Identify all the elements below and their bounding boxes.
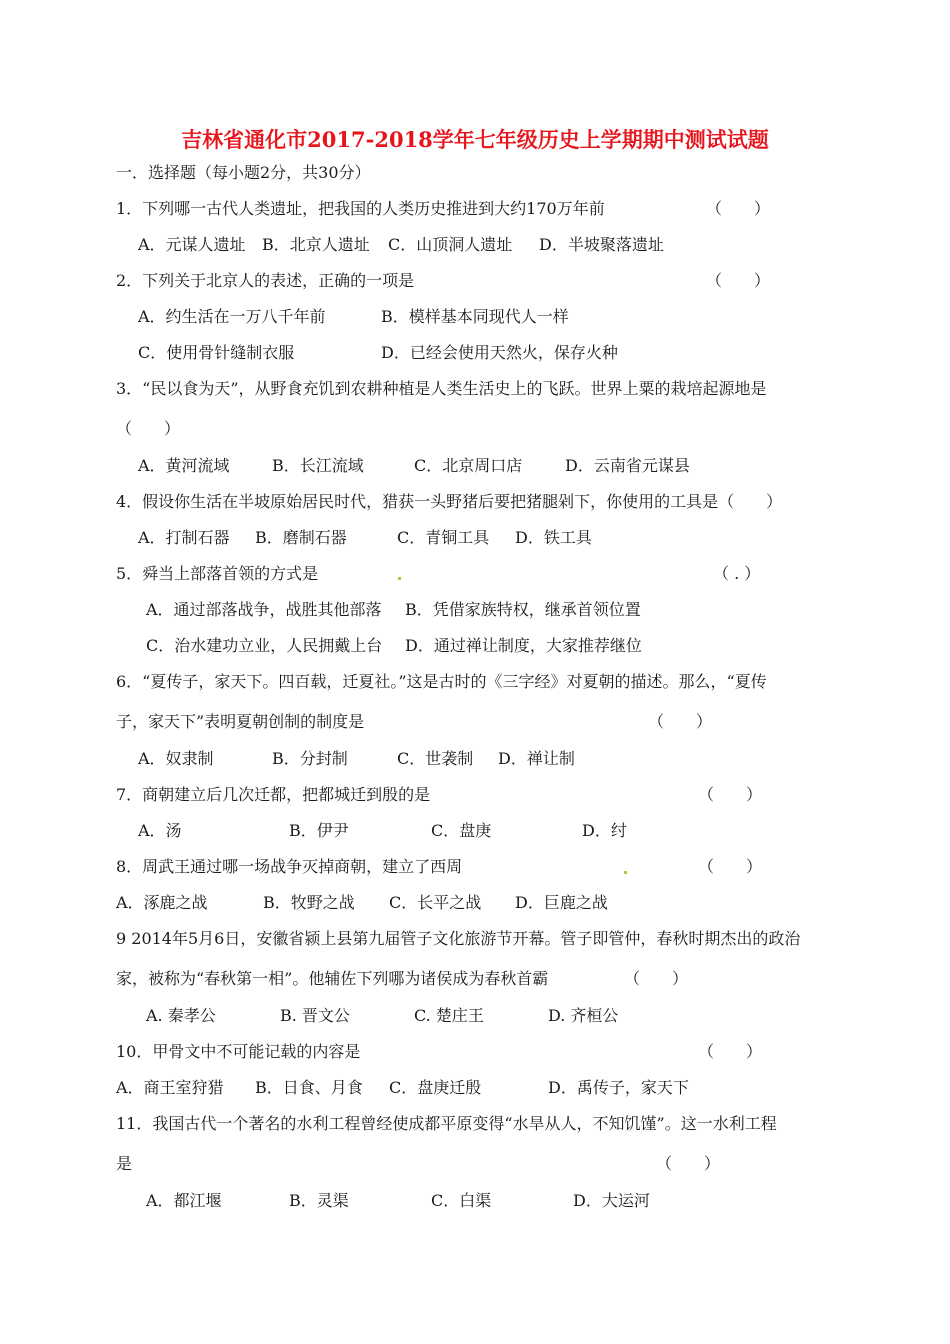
question-10-option-a: A．商王室狩猎 <box>116 1078 224 1097</box>
question-5-option-b: B．凭借家族特权，继承首领位置 <box>405 600 641 619</box>
question-4-option-b: B．磨制石器 <box>255 528 347 547</box>
question-11-option-d: D．大运河 <box>573 1191 650 1210</box>
question-11-option-b: B．灵渠 <box>289 1191 349 1210</box>
question-8-option-a: A．涿鹿之战 <box>116 893 208 912</box>
question-10-answer-paren: （ ） <box>698 1042 763 1061</box>
question-1-option-a: A．元谋人遗址 <box>138 235 246 254</box>
question-10-option-d: D．禹传子，家天下 <box>548 1078 689 1097</box>
question-1-option-b: B．北京人遗址 <box>262 235 370 254</box>
question-6-option-d: D．禅让制 <box>498 749 575 768</box>
question-11-stem-line-2: 是 <box>116 1154 133 1173</box>
question-7-stem: 7．商朝建立后几次迁都，把都城迁到殷的是 <box>116 785 431 804</box>
question-3-option-d: D．云南省元谋县 <box>565 456 690 475</box>
question-2-option-d: D．已经会使用天然火，保存火种 <box>381 343 618 362</box>
question-5-option-d: D．通过禅让制度，大家推荐继位 <box>405 636 642 655</box>
question-4-option-a: A．打制石器 <box>138 528 230 547</box>
question-5-answer-paren: （ . ） <box>713 564 761 583</box>
question-2-option-b: B．模样基本同现代人一样 <box>381 307 569 326</box>
question-11-stem-line-1: 11．我国古代一个著名的水利工程曾经使成都平原变得“水旱从人，不知饥馑”。这一水利工程 <box>116 1114 777 1133</box>
question-8-option-d: D．巨鹿之战 <box>515 893 608 912</box>
question-7-option-a: A．汤 <box>138 821 182 840</box>
question-11-answer-paren: （ ） <box>656 1154 721 1173</box>
question-6-option-a: A．奴隶制 <box>138 749 214 768</box>
question-8-answer-paren: （ ） <box>698 857 763 876</box>
question-6-stem-line-1: 6．“夏传子，家天下。四百载，迁夏社。”这是古时的《三字经》对夏朝的描述。那么，“夏传 <box>116 672 767 691</box>
question-2-option-a: A．约生活在一万八千年前 <box>138 307 326 326</box>
question-2-option-c: C．使用骨针缝制衣服 <box>138 343 295 362</box>
question-10-option-c: C．盘庚迁殷 <box>389 1078 482 1097</box>
question-3-option-a: A．黄河流域 <box>138 456 230 475</box>
question-8-stem: 8．周武王通过哪一场战争灭掉商朝，建立了西周 <box>116 857 463 876</box>
question-3-answer-paren: （ ） <box>116 419 181 438</box>
section-heading: 一．选择题（每小题2分，共30分） <box>116 163 371 182</box>
question-9-option-c: C. 楚庄王 <box>414 1006 484 1025</box>
stray-mark <box>624 871 627 874</box>
question-1-stem: 1．下列哪一古代人类遗址，把我国的人类历史推进到大约170万年前 <box>116 199 605 218</box>
question-5-stem: 5．舜当上部落首领的方式是 <box>116 564 319 583</box>
question-7-option-b: B．伊尹 <box>289 821 349 840</box>
question-5-option-c: C．治水建功立业，人民拥戴上台 <box>146 636 383 655</box>
question-10-stem: 10．甲骨文中不可能记载的内容是 <box>116 1042 361 1061</box>
question-8-option-c: C．长平之战 <box>389 893 482 912</box>
stray-mark <box>398 577 401 580</box>
question-11-option-c: C．白渠 <box>431 1191 492 1210</box>
question-8-option-b: B．牧野之战 <box>263 893 355 912</box>
question-9-option-a: A. 秦孝公 <box>146 1006 216 1025</box>
page-title: 吉林省通化市2017-2018学年七年级历史上学期期中测试试题 <box>181 127 769 152</box>
question-1-answer-paren: （ ） <box>706 199 771 218</box>
question-1-option-d: D．半坡聚落遗址 <box>539 235 664 254</box>
question-1-option-c: C．山顶洞人遗址 <box>388 235 513 254</box>
question-4-stem: 4．假设你生活在半坡原始居民时代，猎获一头野猪后要把猪腿剁下，你使用的工具是（ ） <box>116 492 783 511</box>
question-3-option-b: B．长江流域 <box>272 456 364 475</box>
question-10-option-b: B．日食、月食 <box>255 1078 363 1097</box>
question-7-answer-paren: （ ） <box>698 785 763 804</box>
question-9-answer-paren: （ ） <box>624 969 689 988</box>
question-2-stem: 2．下列关于北京人的表述，正确的一项是 <box>116 271 415 290</box>
question-9-option-d: D. 齐桓公 <box>548 1006 619 1025</box>
question-11-option-a: A．都江堰 <box>146 1191 222 1210</box>
question-4-option-d: D．铁工具 <box>515 528 592 547</box>
question-7-option-d: D．纣 <box>582 821 627 840</box>
question-6-answer-paren: （ ） <box>648 712 713 731</box>
question-6-option-c: C．世袭制 <box>397 749 474 768</box>
question-4-option-c: C．青铜工具 <box>397 528 490 547</box>
question-9-option-b: B. 晋文公 <box>280 1006 350 1025</box>
question-7-option-c: C．盘庚 <box>431 821 492 840</box>
question-9-stem-line-1: 9 2014年5月6日，安徽省颍上县第九届管子文化旅游节开幕。管子即管仲，春秋时期杰出的政治 <box>116 929 801 948</box>
question-5-option-a: A．通过部落战争，战胜其他部落 <box>146 600 382 619</box>
question-2-answer-paren: （ ） <box>706 271 771 290</box>
question-6-stem-line-2: 子，家天下”表明夏朝创制的制度是 <box>116 712 365 731</box>
question-3-option-c: C．北京周口店 <box>414 456 523 475</box>
question-6-option-b: B．分封制 <box>272 749 348 768</box>
question-9-stem-line-2: 家，被称为“春秋第一相”。他辅佐下列哪为诸侯成为春秋首霸 <box>116 969 549 988</box>
question-3-stem-line-1: 3．“民以食为天”，从野食充饥到农耕种植是人类生活史上的飞跃。世界上粟的栽培起源地是 <box>116 379 767 398</box>
